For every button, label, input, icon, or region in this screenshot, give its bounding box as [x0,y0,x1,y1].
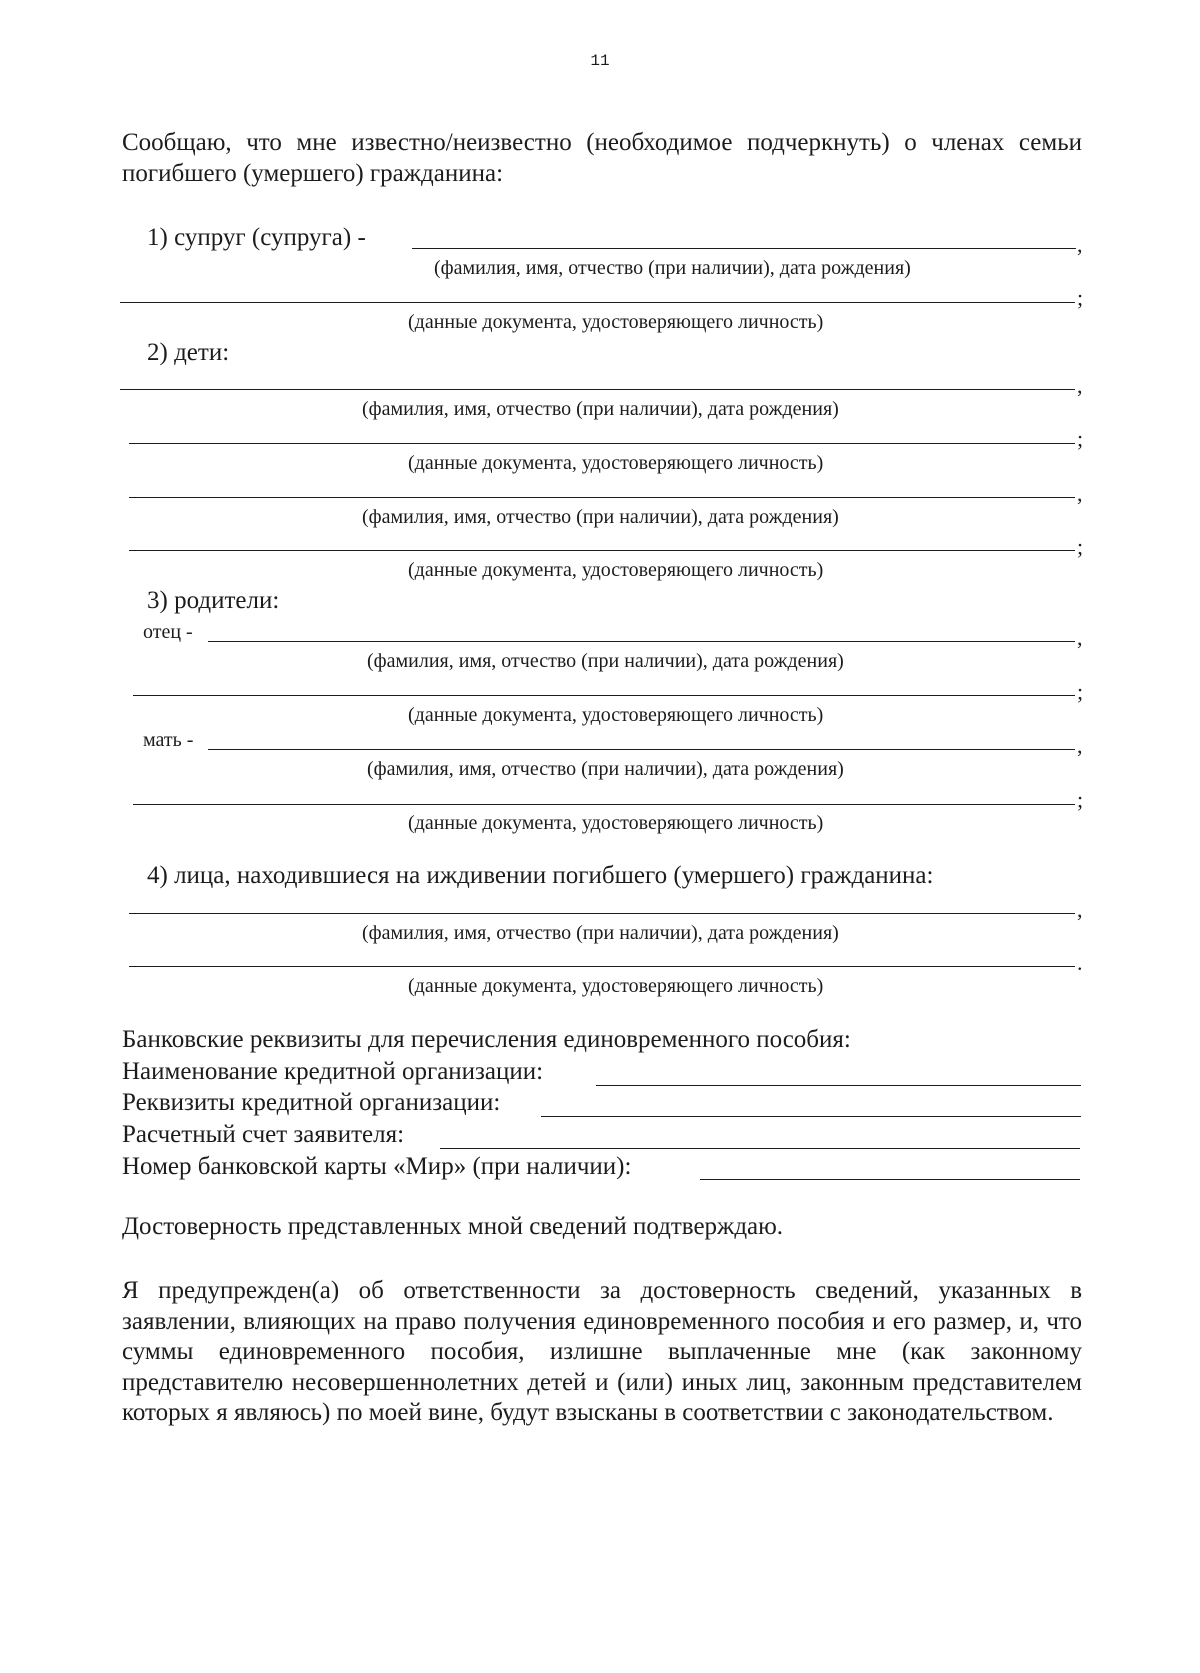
spouse-doc-line[interactable] [120,302,1075,303]
punct-comma: , [1077,897,1083,922]
bank-card-label: Номер банковской карты «Мир» (при наличии): [122,1153,632,1180]
caption-fio: (фамилия, имя, отчество (при наличии), дата рождения) [367,758,844,780]
caption-doc: (данные документа, удостоверяющего личность) [408,812,824,834]
punct-semicolon: ; [1077,787,1084,812]
spouse-fio-line[interactable] [412,248,1076,249]
punct-comma: , [1077,232,1083,257]
caption-doc: (данные документа, удостоверяющего личность) [408,311,824,333]
mother-label: мать - [143,729,194,751]
punct-period: . [1077,950,1083,975]
spouse-label: 1) супруг (супруга) - [147,224,366,251]
caption-fio: (фамилия, имя, отчество (при наличии), дата рождения) [362,922,839,944]
children-label: 2) дети: [147,339,230,366]
bank-org-name-line[interactable] [596,1085,1081,1086]
caption-fio: (фамилия, имя, отчество (при наличии), дата рождения) [367,650,844,672]
mother-doc-line[interactable] [133,804,1075,805]
child1-doc-line[interactable] [129,443,1075,444]
punct-semicolon: ; [1077,285,1084,310]
bank-heading: Банковские реквизиты для перечисления единовременного пособия: [122,1026,851,1053]
caption-fio: (фамилия, имя, отчество (при наличии), дата рождения) [362,506,839,528]
punct-semicolon: ; [1077,679,1084,704]
punct-semicolon: ; [1077,426,1084,451]
father-label: отец - [143,621,193,643]
punct-comma: , [1077,733,1083,758]
child2-doc-line[interactable] [129,550,1075,551]
punct-comma: , [1077,625,1083,650]
child2-fio-line[interactable] [129,497,1075,498]
mother-fio-line[interactable] [208,749,1075,750]
dependent-fio-line[interactable] [129,913,1075,914]
caption-doc: (данные документа, удостоверяющего личность) [408,704,824,726]
page-number: 11 [590,52,610,70]
father-fio-line[interactable] [208,641,1075,642]
dependent-doc-line[interactable] [129,966,1075,967]
punct-comma: , [1077,481,1083,506]
liability-paragraph: Я предупрежден(а) об ответственности за достоверность сведений, указанных в заявлении, влияющих на право получения единовременного пособия и его размер, и, что суммы единовременного пособия, излишне выплаченные мне (как законному представителю несовершеннолетних детей и (или) иных лиц, законным представителем которых я являюсь) по моей вине, будут взысканы в соответствии с законодательством. [122,1277,1082,1426]
punct-comma: , [1077,373,1083,398]
caption-doc: (данные документа, удостоверяющего личность) [408,559,824,581]
bank-account-line[interactable] [440,1148,1080,1149]
bank-org-details-line[interactable] [541,1116,1081,1117]
caption-fio: (фамилия, имя, отчество (при наличии), дата рождения) [434,257,911,279]
caption-fio: (фамилия, имя, отчество (при наличии), дата рождения) [362,398,839,420]
bank-card-line[interactable] [700,1179,1080,1180]
father-doc-line[interactable] [133,695,1075,696]
dependents-label: 4) лица, находившиеся на иждивении погибшего (умершего) гражданина: [147,862,934,889]
confirmation-text: Достоверность представленных мной сведений подтверждаю. [122,1213,784,1240]
bank-org-name-label: Наименование кредитной организации: [122,1058,544,1085]
intro-paragraph: Сообщаю, что мне известно/неизвестно (необходимое подчеркнуть) о членах семьи погибшего (умершего) гражданина: [122,129,1082,187]
child1-fio-line[interactable] [120,389,1075,390]
bank-org-details-label: Реквизиты кредитной организации: [122,1089,501,1116]
caption-doc: (данные документа, удостоверяющего личность) [408,975,824,997]
bank-account-label: Расчетный счет заявителя: [122,1121,405,1148]
punct-semicolon: ; [1077,534,1084,559]
parents-label: 3) родители: [147,587,280,614]
caption-doc: (данные документа, удостоверяющего личность) [408,452,824,474]
